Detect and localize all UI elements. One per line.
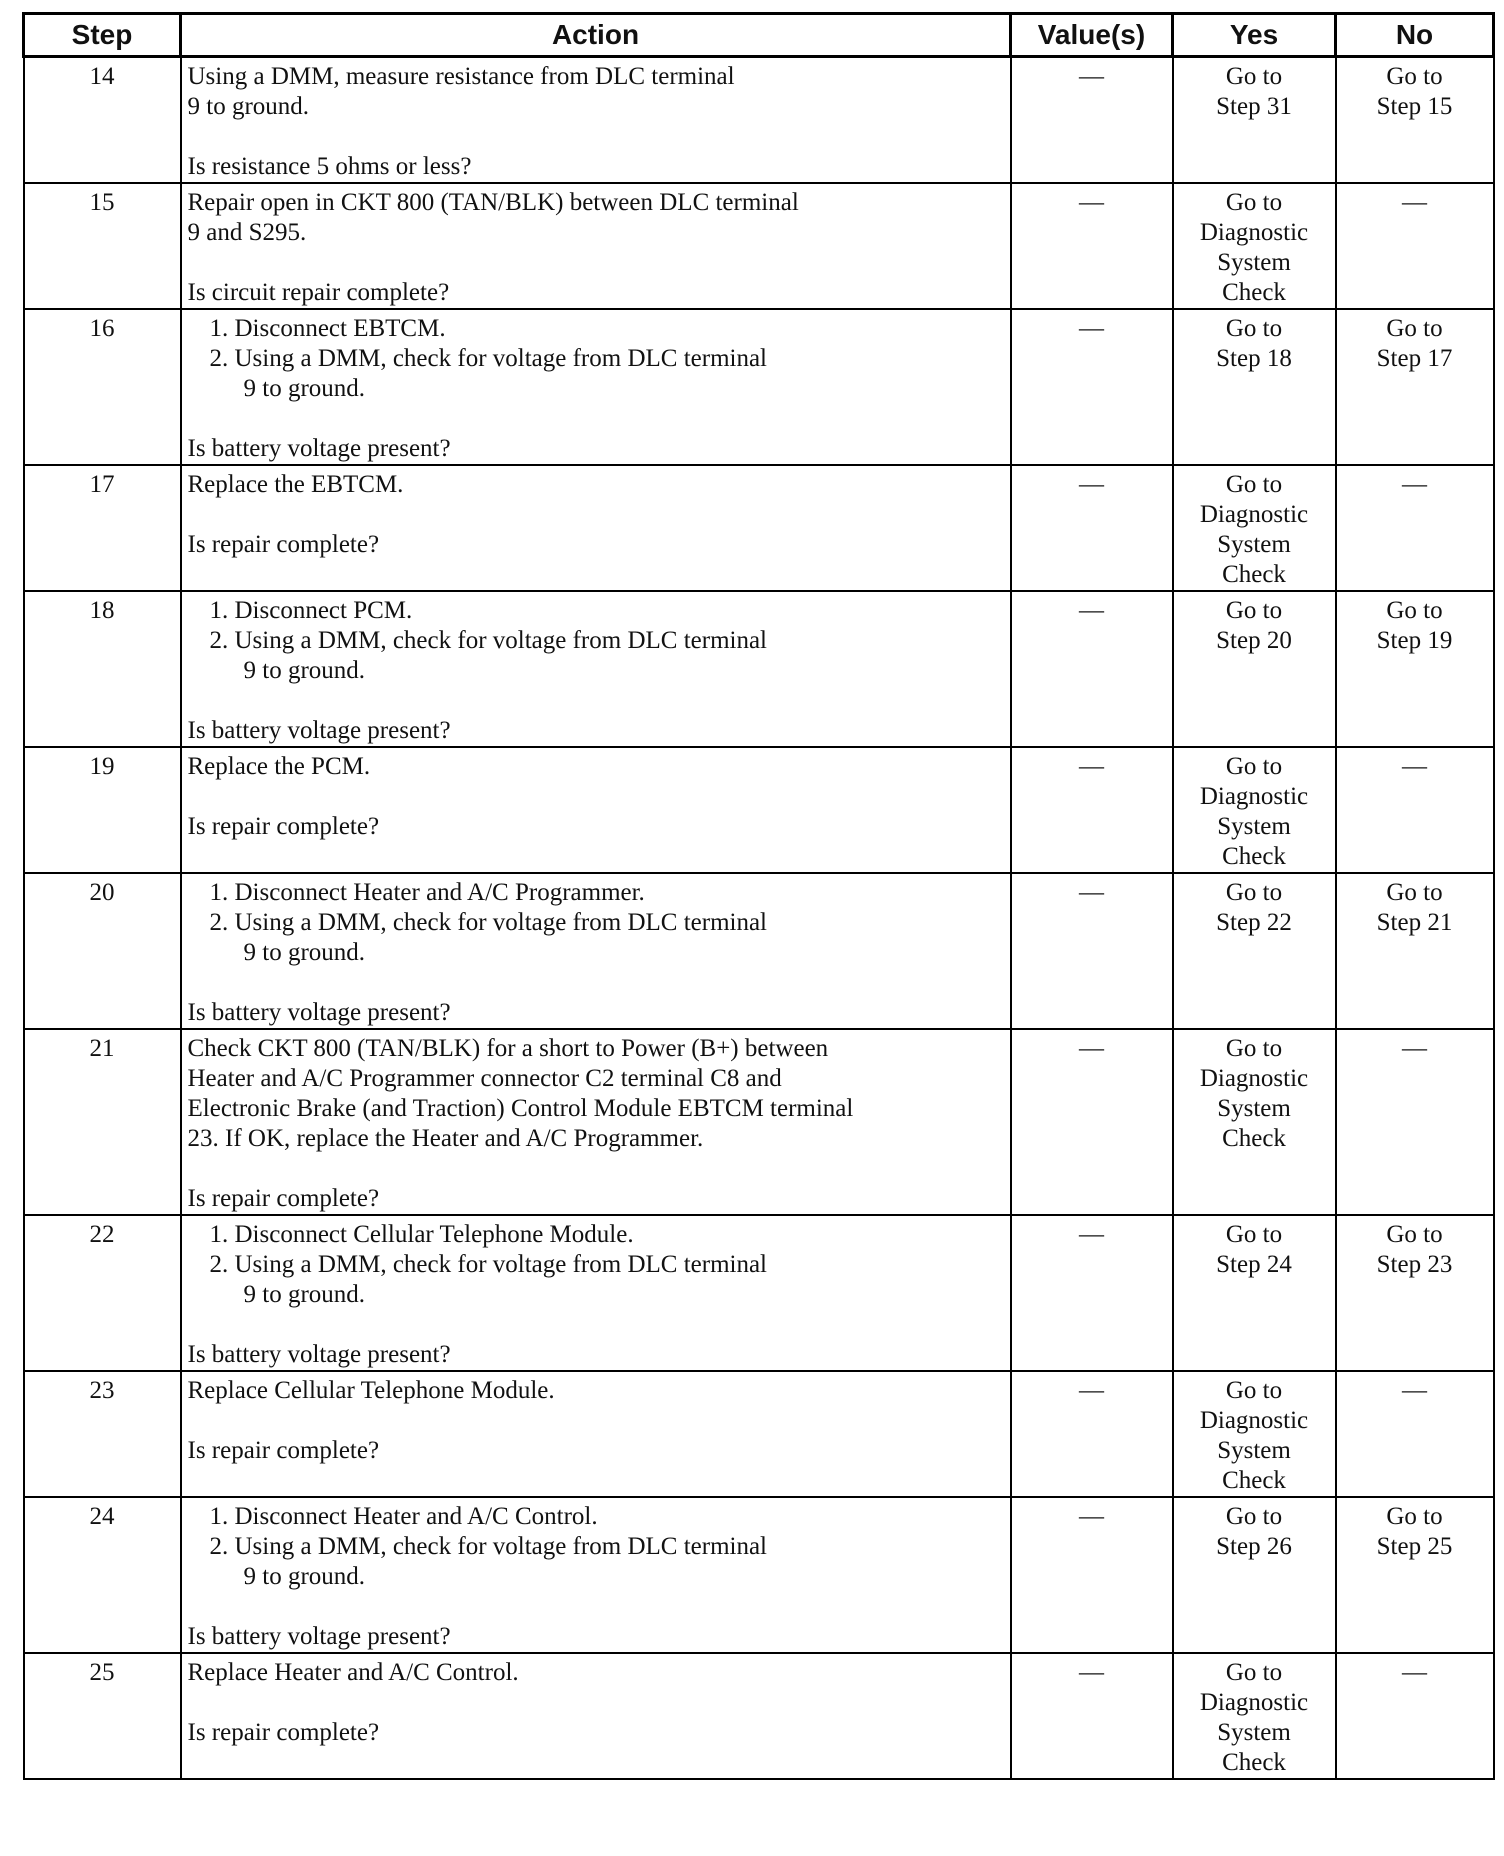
yes-line: System [1217, 531, 1291, 558]
yes-cell [1173, 747, 1336, 873]
no-line: Go to [1386, 63, 1443, 90]
value-cell [1011, 747, 1173, 873]
yes-line: Diagnostic [1199, 1689, 1309, 1716]
action-line: Replace Cellular Telephone Module. [187, 1377, 555, 1404]
no-line: Step 19 [1376, 627, 1453, 654]
action-line: Check CKT 800 (TAN/BLK) for a short to Power (B+) between [187, 1035, 829, 1062]
yes-cell [1173, 309, 1336, 465]
no-cell [1336, 747, 1494, 873]
action-line: Replace Heater and A/C Control. [187, 1659, 519, 1686]
no-cell [1336, 1653, 1494, 1779]
no-cell [1336, 873, 1494, 1029]
table-body [24, 57, 1494, 1780]
yes-line: Diagnostic [1199, 783, 1309, 810]
table-row [24, 309, 1494, 465]
yes-line: Go to [1225, 597, 1283, 624]
table-row [24, 1653, 1494, 1779]
header-row [24, 14, 1494, 57]
value-cell [1011, 1029, 1173, 1215]
action-line: 2. Using a DMM, check for voltage from DLC terminal [209, 1533, 768, 1560]
value-text: — [1079, 1035, 1104, 1062]
yes-line: Check [1222, 279, 1286, 306]
action-cell [181, 1653, 1011, 1779]
value-text: — [1079, 1659, 1104, 1686]
action-question: Is battery voltage present? [187, 717, 451, 744]
table-row [24, 1215, 1494, 1371]
yes-cell [1173, 1029, 1336, 1215]
no-line: — [1402, 471, 1427, 498]
no-line: — [1402, 753, 1427, 780]
table-row [24, 591, 1494, 747]
action-cell [181, 1215, 1011, 1371]
step-cell [24, 465, 181, 591]
action-question: Is repair complete? [187, 813, 380, 840]
step-number: 23 [89, 1377, 115, 1404]
no-line: — [1402, 1035, 1427, 1062]
no-cell [1336, 1215, 1494, 1371]
table-row [24, 183, 1494, 309]
action-line: 23. If OK, replace the Heater and A/C Programmer. [187, 1125, 704, 1152]
no-cell [1336, 465, 1494, 591]
value-cell [1011, 1497, 1173, 1653]
action-line: Electronic Brake (and Traction) Control Module EBTCM terminal [187, 1095, 854, 1122]
action-line: Using a DMM, measure resistance from DLC terminal [187, 63, 735, 90]
yes-line: System [1217, 1437, 1291, 1464]
action-cell [181, 1497, 1011, 1653]
table-row [24, 465, 1494, 591]
yes-cell [1173, 591, 1336, 747]
yes-line: Check [1222, 1467, 1286, 1494]
yes-line: Go to [1225, 189, 1283, 216]
value-cell [1011, 1215, 1173, 1371]
yes-line: System [1217, 249, 1291, 276]
step-cell [24, 57, 181, 184]
yes-line: Go to [1225, 63, 1283, 90]
action-line: 1. Disconnect Cellular Telephone Module. [209, 1221, 634, 1248]
no-cell [1336, 57, 1494, 184]
step-cell [24, 1497, 181, 1653]
yes-line: Go to [1225, 1035, 1283, 1062]
no-line: Step 15 [1376, 93, 1453, 120]
action-cell [181, 183, 1011, 309]
action-cell [181, 57, 1011, 184]
action-question: Is repair complete? [187, 531, 380, 558]
no-line: Step 17 [1376, 345, 1453, 372]
yes-cell [1173, 1371, 1336, 1497]
action-line: 9 to ground. [243, 939, 366, 966]
yes-line: Check [1222, 1749, 1286, 1776]
yes-cell [1173, 1497, 1336, 1653]
yes-line: Diagnostic [1199, 1407, 1309, 1434]
yes-line: System [1217, 1719, 1291, 1746]
action-question: Is battery voltage present? [187, 999, 451, 1026]
header-no: No [1336, 14, 1494, 57]
no-line: Go to [1386, 1503, 1443, 1530]
yes-line: Go to [1225, 1221, 1283, 1248]
action-line: 9 to ground. [243, 375, 366, 402]
value-text: — [1079, 63, 1104, 90]
yes-cell [1173, 183, 1336, 309]
action-line: 1. Disconnect Heater and A/C Control. [209, 1503, 598, 1530]
diagnostic-table [22, 12, 1495, 1780]
yes-cell [1173, 57, 1336, 184]
header-action: Action [181, 14, 1011, 57]
step-number: 14 [89, 63, 115, 90]
action-line: 9 to ground. [243, 657, 366, 684]
header-values: Value(s) [1011, 14, 1173, 57]
yes-line: Go to [1225, 315, 1283, 342]
yes-line: System [1217, 1095, 1291, 1122]
step-cell [24, 1371, 181, 1497]
yes-line: Diagnostic [1199, 1065, 1309, 1092]
table-row [24, 57, 1494, 184]
no-line: Step 23 [1376, 1251, 1453, 1278]
action-question: Is battery voltage present? [187, 1623, 451, 1650]
value-cell [1011, 309, 1173, 465]
action-question: Is resistance 5 ohms or less? [187, 153, 472, 180]
no-cell [1336, 1371, 1494, 1497]
table-row [24, 1497, 1494, 1653]
action-cell [181, 747, 1011, 873]
value-text: — [1079, 315, 1104, 342]
step-number: 19 [89, 753, 115, 780]
action-line: 2. Using a DMM, check for voltage from DLC terminal [209, 1251, 768, 1278]
action-line: 9 to ground. [243, 1281, 366, 1308]
step-cell [24, 1215, 181, 1371]
value-cell [1011, 591, 1173, 747]
yes-cell [1173, 1215, 1336, 1371]
yes-line: Diagnostic [1199, 501, 1309, 528]
action-cell [181, 591, 1011, 747]
value-cell [1011, 873, 1173, 1029]
yes-line: Go to [1225, 1377, 1283, 1404]
action-line: 9 and S295. [187, 219, 307, 246]
no-line: Go to [1386, 879, 1443, 906]
diagnostic-page [22, 12, 1492, 1780]
step-number: 21 [89, 1035, 115, 1062]
yes-line: Step 24 [1216, 1251, 1292, 1278]
step-cell [24, 309, 181, 465]
yes-cell [1173, 1653, 1336, 1779]
step-number: 20 [89, 879, 115, 906]
action-line: 1. Disconnect Heater and A/C Programmer. [209, 879, 645, 906]
value-cell [1011, 1371, 1173, 1497]
no-line: Go to [1386, 1221, 1443, 1248]
step-cell [24, 873, 181, 1029]
table-row [24, 747, 1494, 873]
no-line: Step 21 [1376, 909, 1453, 936]
value-text: — [1079, 1503, 1104, 1530]
yes-line: Go to [1225, 1503, 1283, 1530]
action-line: 2. Using a DMM, check for voltage from DLC terminal [209, 345, 768, 372]
step-number: 25 [89, 1659, 115, 1686]
yes-line: Go to [1225, 753, 1283, 780]
action-line: Heater and A/C Programmer connector C2 terminal C8 and [187, 1065, 782, 1092]
step-number: 24 [89, 1503, 115, 1530]
action-cell [181, 1371, 1011, 1497]
no-line: Go to [1386, 315, 1443, 342]
yes-line: Check [1222, 1125, 1286, 1152]
no-cell [1336, 591, 1494, 747]
step-number: 15 [89, 189, 115, 216]
action-line: Repair open in CKT 800 (TAN/BLK) between DLC terminal [187, 189, 799, 216]
action-cell [181, 1029, 1011, 1215]
action-line: 1. Disconnect PCM. [209, 597, 413, 624]
value-text: — [1079, 597, 1104, 624]
action-question: Is repair complete? [187, 1437, 380, 1464]
action-line: Replace the PCM. [187, 753, 371, 780]
value-text: — [1079, 471, 1104, 498]
value-cell [1011, 57, 1173, 184]
no-line: — [1402, 1377, 1427, 1404]
header-yes: Yes [1173, 14, 1336, 57]
step-number: 17 [89, 471, 115, 498]
action-question: Is repair complete? [187, 1185, 380, 1212]
value-text: — [1079, 1221, 1104, 1248]
no-cell [1336, 1029, 1494, 1215]
value-cell [1011, 465, 1173, 591]
step-number: 22 [89, 1221, 115, 1248]
action-cell [181, 465, 1011, 591]
yes-line: Step 22 [1216, 909, 1292, 936]
header-step: Step [24, 14, 181, 57]
action-line: Replace the EBTCM. [187, 471, 404, 498]
value-text: — [1079, 189, 1104, 216]
yes-line: System [1217, 813, 1291, 840]
yes-line: Step 31 [1216, 93, 1292, 120]
value-cell [1011, 183, 1173, 309]
action-line: 2. Using a DMM, check for voltage from DLC terminal [209, 909, 768, 936]
value-text: — [1079, 1377, 1104, 1404]
action-line: 2. Using a DMM, check for voltage from DLC terminal [209, 627, 768, 654]
action-question: Is battery voltage present? [187, 435, 451, 462]
yes-line: Diagnostic [1199, 219, 1309, 246]
action-question: Is battery voltage present? [187, 1341, 451, 1368]
action-question: Is repair complete? [187, 1719, 380, 1746]
no-line: — [1402, 1659, 1427, 1686]
yes-line: Step 18 [1216, 345, 1292, 372]
yes-line: Check [1222, 561, 1286, 588]
yes-line: Step 20 [1216, 627, 1292, 654]
no-cell [1336, 183, 1494, 309]
step-cell [24, 1029, 181, 1215]
table-row [24, 873, 1494, 1029]
yes-line: Go to [1225, 1659, 1283, 1686]
step-number: 16 [89, 315, 115, 342]
yes-line: Go to [1225, 471, 1283, 498]
action-line: 9 to ground. [187, 93, 310, 120]
action-cell [181, 873, 1011, 1029]
value-text: — [1079, 753, 1104, 780]
action-question: Is circuit repair complete? [187, 279, 450, 306]
table-row [24, 1371, 1494, 1497]
no-line: Go to [1386, 597, 1443, 624]
no-cell [1336, 1497, 1494, 1653]
no-cell [1336, 309, 1494, 465]
step-number: 18 [89, 597, 115, 624]
step-cell [24, 591, 181, 747]
step-cell [24, 1653, 181, 1779]
value-text: — [1079, 879, 1104, 906]
yes-cell [1173, 873, 1336, 1029]
yes-line: Step 26 [1216, 1533, 1292, 1560]
yes-cell [1173, 465, 1336, 591]
action-line: 1. Disconnect EBTCM. [209, 315, 446, 342]
yes-line: Check [1222, 843, 1286, 870]
no-line: Step 25 [1376, 1533, 1453, 1560]
yes-line: Go to [1225, 879, 1283, 906]
step-cell [24, 183, 181, 309]
step-cell [24, 747, 181, 873]
value-cell [1011, 1653, 1173, 1779]
action-line: 9 to ground. [243, 1563, 366, 1590]
no-line: — [1402, 189, 1427, 216]
action-cell [181, 309, 1011, 465]
table-row [24, 1029, 1494, 1215]
